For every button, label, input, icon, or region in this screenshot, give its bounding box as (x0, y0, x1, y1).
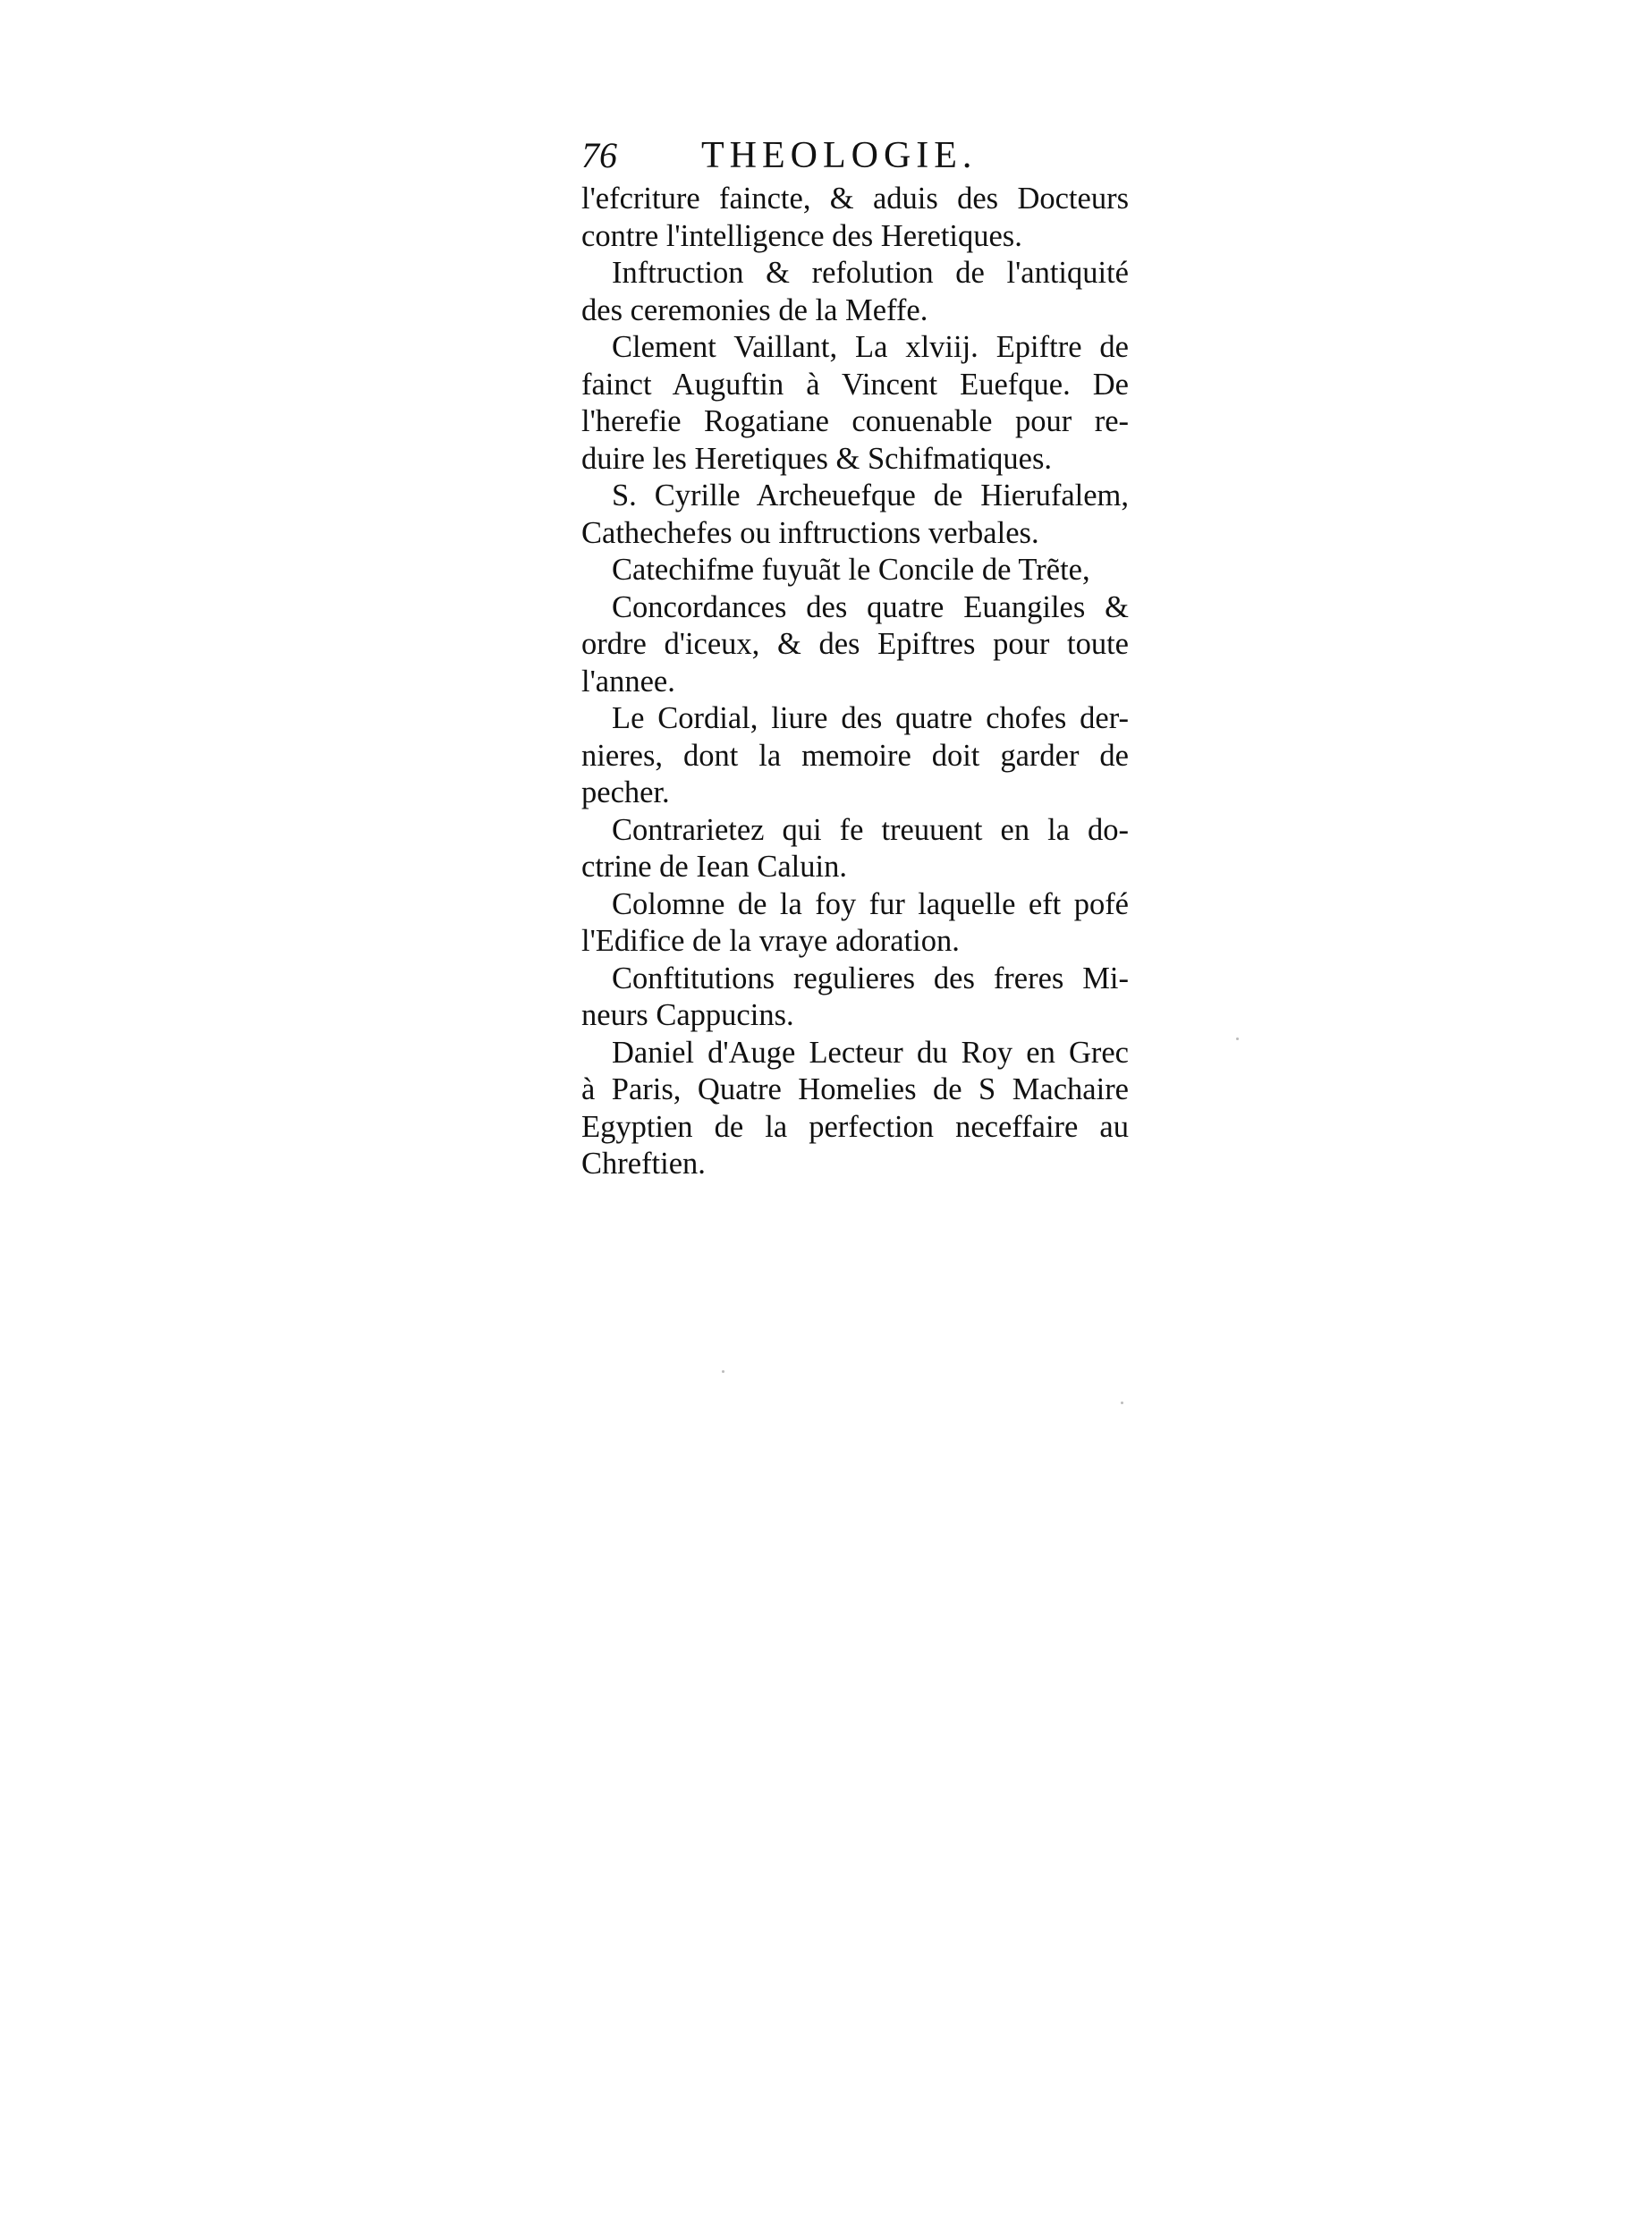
paper-speck (1121, 1402, 1123, 1404)
entry-line: nieres, dont la memoire doit garder de (581, 738, 1129, 773)
entry-line: fainct Auguftin à Vincent Euefque. De (581, 367, 1129, 402)
entry-line: Le Cordial, liure des quatre chofes der- (612, 701, 1129, 735)
catalog-entry (581, 961, 1129, 1035)
entry-line: Clement Vaillant, La xlviij. Epiftre de (612, 330, 1129, 364)
entry-line: Concordances des quatre Euangiles & (612, 589, 1129, 624)
running-head (581, 132, 1129, 179)
entry-line: Chreftien. (581, 1147, 706, 1181)
entry-line: contre l'intelligence des Heretiques. (581, 218, 1022, 253)
entry-line: Daniel d'Auge Lecteur du Roy en Grec (612, 1035, 1129, 1070)
page-number: 76 (581, 135, 617, 175)
entry-line: Contrarietez qui fe treuuent en la do- (612, 812, 1129, 847)
catalog-entry (581, 255, 1129, 329)
entry-line: S. Cyrille Archeuefque de Hierufalem, (612, 479, 1129, 512)
entry-line: Conftitutions regulieres des freres Mi- (612, 961, 1129, 995)
text-column (581, 132, 1129, 1183)
running-title: THEOLOGIE. (701, 135, 978, 176)
entry-line: l'Edifice de la vraye adoration. (581, 924, 960, 958)
entry-line: pecher. (581, 775, 670, 809)
entry-line: Catechifme fuyuãt le Concile de Trẽte, (612, 553, 1090, 587)
catalog-entry (581, 886, 1129, 961)
catalog-entry (581, 552, 1129, 589)
entry-line: à Paris, Quatre Homelies de S Machaire (581, 1072, 1129, 1106)
entry-line: Colomne de la foy fur laquelle eft pofé (612, 886, 1129, 921)
entry-line: Inftruction & refolution de l'antiquité (612, 256, 1129, 290)
paper-speck (722, 1370, 724, 1373)
entry-line: Egyptien de la perfection neceffaire au (581, 1109, 1129, 1144)
catalog-entry (581, 700, 1129, 812)
catalog-entry (581, 812, 1129, 886)
entry-line: duire les Heretiques & Schifmatiques. (581, 441, 1052, 476)
catalog-entry (581, 329, 1129, 478)
entry-line: l'efcriture faincte, & aduis des Docteurs (581, 182, 1129, 216)
entry-line: l'annee. (581, 664, 675, 699)
paper-speck (1236, 1038, 1239, 1040)
catalog-entries (581, 181, 1129, 1183)
entry-line: des ceremonies de la Meffe. (581, 292, 928, 327)
catalog-entry (581, 1035, 1129, 1183)
entry-line: l'herefie Rogatiane conuenable pour re- (581, 404, 1129, 438)
entry-line: neurs Cappucins. (581, 998, 794, 1032)
catalog-entry (581, 478, 1129, 552)
catalog-entry (581, 589, 1129, 701)
entry-line: Cathechefes ou inftructions verbales. (581, 515, 1039, 550)
entry-line: ordre d'iceux, & des Epiftres pour toute (581, 627, 1129, 661)
entry-line: ctrine de Iean Caluin. (581, 850, 847, 884)
catalog-entry (581, 181, 1129, 255)
